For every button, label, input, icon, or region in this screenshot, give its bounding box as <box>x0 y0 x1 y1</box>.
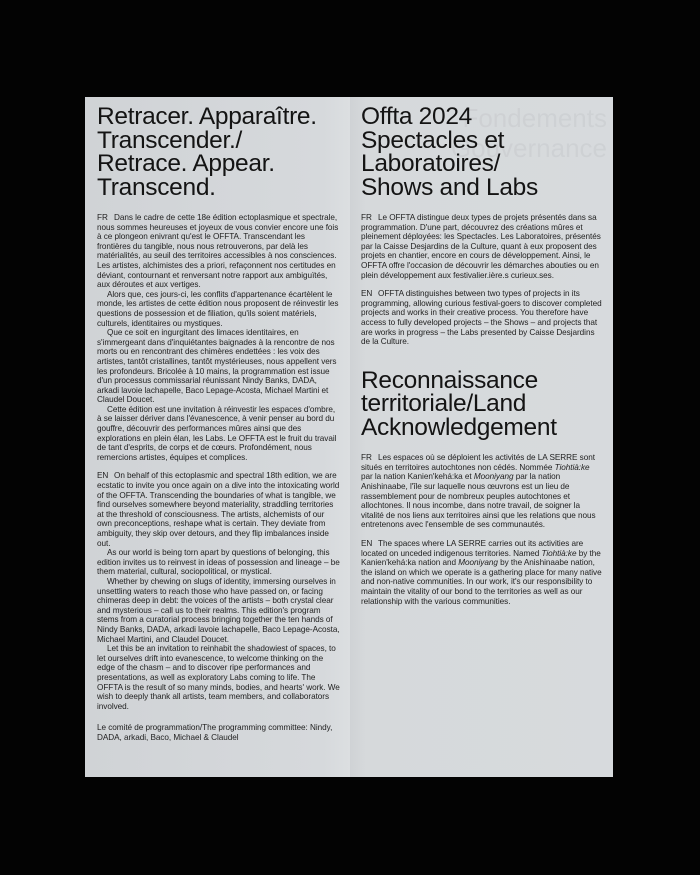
paragraph: As our world is being torn apart by questions of belonging, this edition invites us to reinvest in ideas of possession and lineage – be them material, cultural, sociopolitical, or mystical. <box>97 548 340 577</box>
paragraph: Cette édition est une invitation à réinvestir les espaces d'ombre, à se laisser dériver dans l'évanescence, à venir penser au bord du gouffre, découvrir des performances mûres ainsi que des explorations en plein élan, les Labs. Le OFFTA est le fruit du travail de tant d'esprits, de corps et de cœurs. Profondément, nous remercions artistes, équipes et complices. <box>97 404 337 462</box>
paragraph: EN On behalf of this ectoplasmic and spectral 18th edition, we are ecstatic to invite you once again on a dive into the intoxicating world of the OFFTA. Transcending the boundaries of what is tangible, we find ourselves somewhere beyond materiality, straddling territories at the threshold of consciousness. The artists, alchemists of our own preconceptions, reshape what is certain. They deviate from ambiguity, they skip over detours, and they flip imbalances inside out. <box>97 471 340 548</box>
title-line: Spectacles et <box>361 126 505 154</box>
title-line: Offta 2024 <box>361 103 472 130</box>
paragraph: FR Dans le cadre de cette 18e édition ectoplasmique et spectrale, nous sommes heureuses et joyeux de vous convier encore une fois à ce plongeon enivrant qu'est le OFFTA. Transcendant les frontières du tangible, nous nous retrouverons, par delà les matérialités, au seuil des territoires accessibles à nos consciences. Les artistes, alchimistes des a priori, refaçonnent nos certitudes en déviant, contournant et renversant notre rapport aux ambiguïtés, aux déroutes et aux vertiges. <box>97 213 339 290</box>
title-line: territoriale/Land <box>361 390 527 418</box>
language-label-fr: FR <box>97 213 108 222</box>
paragraph: FR Le OFFTA distingue deux types de projets présentés dans sa programmation. D'une part, découvrez des créations mûres et pleinement déployées: les Spectacles. Les Laboratoires, présentés par la Caisse Desjardins de la Culture, quant à eux proposent des projets en chantier, encore en cours de développement. Ainsi, le OFFTA offre l'occasion de découvrir les démarches abouties ou en plein développement aux festivalier.ière.s curieux.ses. <box>361 213 601 280</box>
language-label-en: EN <box>361 289 373 299</box>
signature: Le comité de programmation/The programming committee: Nindy, DADA, arkadi, Baco, Michael & Claudel <box>97 723 333 742</box>
paragraph: Alors que, ces jours-ci, les conflits d'appartenance écartèlent le monde, les artistes de cette édition nous proposent de réinvestir les questions de possession et de filiation, qu'ils soient matériels, culturels, identitaires ou mystiques. <box>97 289 339 328</box>
title-line: Transcend. <box>97 173 216 201</box>
paragraph: EN OFFTA distinguishes between two types of projects in its programming, allowing curious festival-goers to discover completed projects and works in their creative process. You therefore have access to fully developed projects – the Shows – and projects that are works in progress – the Labs presented by Caisse Desjardins de la Culture. <box>361 289 602 347</box>
land-acknowledgement-title <box>361 366 603 441</box>
title-line: Shows and Labs <box>361 173 538 201</box>
paragraph: Whether by chewing on slugs of identity, immersing ourselves in unsettling waters to reach those who have passed on, or facing chimeras deep in debt: the voices of the artists – both crystal clear and mysterious – call us to their realms. This edition's program stems from a curatorial process bringing together the ten hands of Nindy Banks, DADA, arkadi lavoie lachapelle, Baco Lepage-Acosta, Michael Martini, and Claudel Doucet. <box>97 576 340 644</box>
editorial-fr <box>97 213 340 462</box>
shows-labs-fr <box>361 213 603 280</box>
left-page <box>85 97 350 777</box>
land-acknowledgement-fr <box>361 453 603 530</box>
paragraph: EN The spaces where LA SERRE carries out its activities are located on unceded indigenous territories. Named Tiohtià:ke by the Kanien'kehá:ka nation and Mooniyang by the Anishinaabe nation, the island on which we operate is a gathering place for many native and non-native communities. In our work, it's our responsibility to maintain the vitality of our bond to the territories as well as our relationship with the various communities. <box>361 538 602 606</box>
shows-and-labs-title <box>361 105 603 199</box>
shows-labs-en <box>361 289 603 347</box>
title-line: Acknowledgement <box>361 413 557 441</box>
folded-program-sheet <box>85 97 613 777</box>
title-line: Transcender./ <box>97 126 242 154</box>
title-line: Retrace. Appear. <box>97 150 275 177</box>
editorial-en <box>97 471 340 711</box>
language-label-fr: FR <box>361 213 372 222</box>
language-label-en: EN <box>97 471 109 481</box>
title-line: Retracer. Apparaître. <box>97 103 317 130</box>
right-page <box>350 97 613 777</box>
land-acknowledgement-en <box>361 539 603 606</box>
paragraph: Let this be an invitation to reinhabit the shadowiest of spaces, to let ourselves drift into evanescence, to welcome thinking on the edge of the chasm – and to discover ripe performances and presentations, as well as exploratory Labs coming to life. The OFFTA is the result of so many minds, bodies, and hearts' work. We wish to deeply thank all artists, team members, and collaborators involved. <box>97 644 340 711</box>
language-label-fr: FR <box>361 453 372 463</box>
paragraph: Que ce soit en ingurgitant des limaces identitaires, en s'immergeant dans d'inquiétantes baignades à la rencontre de nos morts ou en rencontrant des chimères endettées : les voix des artistes, tantôt cristallines, tantôt mystérieuses, nous appellent vers les profondeurs. Bricolée à 10 mains, la programmation est issue d'un processus commissarial réunissant Nindy Banks, DADA, arkadi lavoie lachapelle, Baco Lepage-Acosta, Michael Martini et Claudel Doucet. <box>97 328 337 405</box>
paragraph: FR Les espaces où se déploient les activités de LA SERRE sont situés en territoires autochtones non cédés. Nommée Tiohtià:ke par la nation Kanien'kehá:ka et Mooniyang par la nation Anishinaabe, l'île sur laquelle nous œuvrons est un lieu de rassemblement pour de nombreux peuples autochtones et allochtones. Il nous incombe, dans notre travail, de soigner la vitalité de nos liens aux territoires ainsi que les relations que nous entretenons avec l'ensemble de ses communautés. <box>361 453 596 530</box>
title-line: Laboratoires/ <box>361 150 501 177</box>
title-line: Reconnaissance <box>361 366 538 394</box>
language-label-en: EN <box>361 538 373 548</box>
left-page-title <box>97 105 340 199</box>
